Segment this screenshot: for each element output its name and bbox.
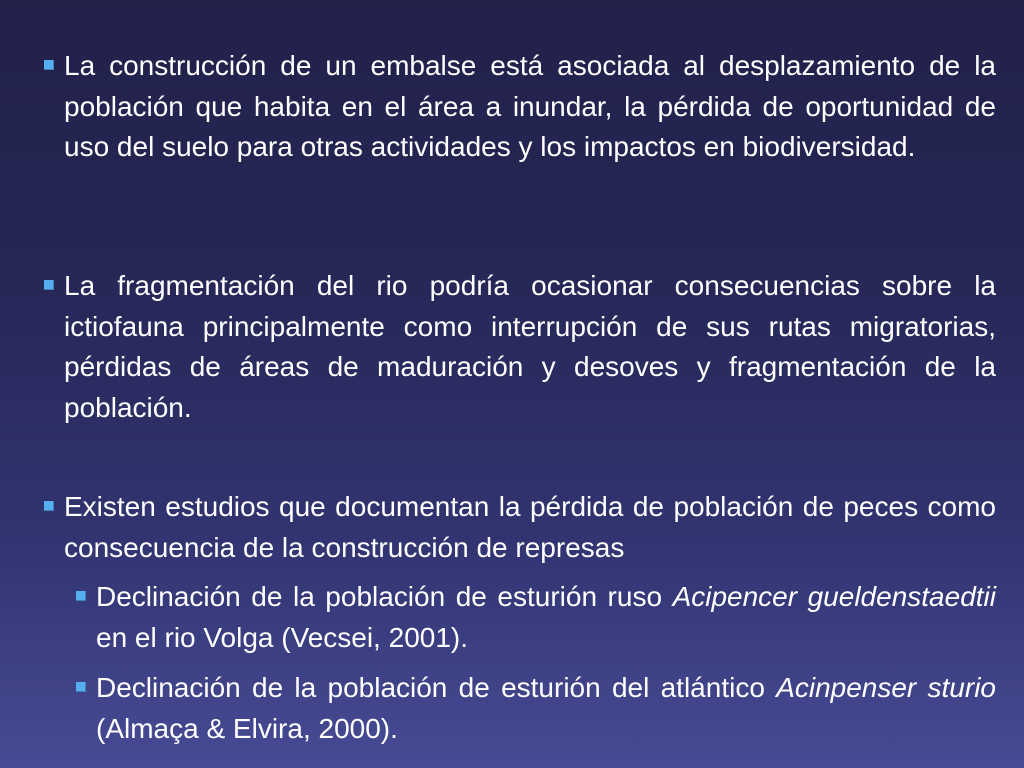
sub-bullet-item-esturion-atlantico xyxy=(76,668,996,749)
sub-bullet-text-before: Declinación de la población de esturión del atlántico xyxy=(96,672,777,703)
sub-bullet-text-after: en el rio Volga (Vecsei, 2001). xyxy=(96,621,469,653)
sub-bullet-item-esturion-ruso xyxy=(76,577,996,658)
square-bullet-icon xyxy=(44,280,54,290)
bullet-item-embalse xyxy=(44,46,996,168)
square-bullet-icon xyxy=(76,682,86,692)
sub-bullet-text-before: Declinación de la población de esturión ruso xyxy=(96,581,673,612)
sub-bullet-text xyxy=(96,668,996,749)
bullet-text: Existen estudios que documentan la pérdida de población de peces como consecuencia de la construcción de represas xyxy=(64,491,996,563)
species-name: Acipencer gueldenstaedtii xyxy=(672,581,996,612)
bullet-item-fragmentacion xyxy=(44,266,996,428)
bullet-text: La fragmentación del rio podría ocasionar consecuencias sobre la ictiofauna principalmente como interrupción de sus rutas migratorias, pérdidas de áreas de maduración y desoves y fragmentación de la población. xyxy=(64,270,996,423)
species-name: Acinpenser sturio xyxy=(776,672,996,703)
sub-bullet-text xyxy=(96,577,996,658)
square-bullet-icon xyxy=(44,501,54,511)
bullet-item-estudios xyxy=(44,487,996,568)
square-bullet-icon xyxy=(76,591,86,601)
square-bullet-icon xyxy=(44,60,54,70)
bullet-text: La construcción de un embalse está asociada al desplazamiento de la población que habita en el área a inundar, la pérdida de oportunidad de uso del suelo para otras actividades y los impactos en biodiversidad. xyxy=(64,50,996,162)
sub-bullet-text-after: (Almaça & Elvira, 2000). xyxy=(96,712,398,744)
